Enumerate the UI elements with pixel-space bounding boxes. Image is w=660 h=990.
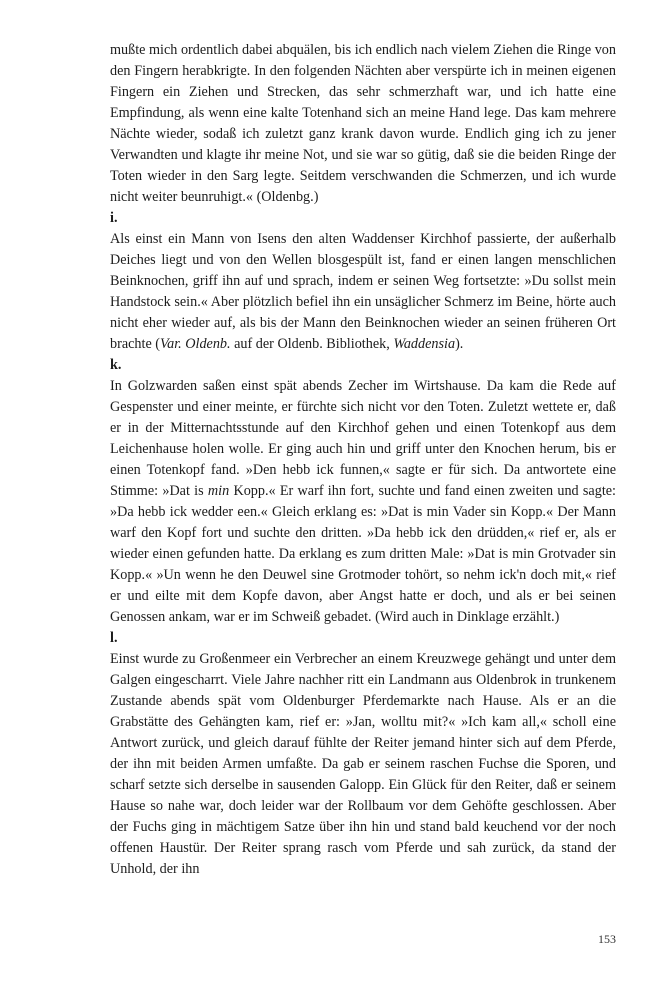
page-number: 153 [598, 932, 616, 946]
section-k-text-a: In Golzwarden saßen einst spät abends Zecher im Wirtshause. Da kam die Rede auf Gespenster und einer meinte, er fürchte sich nicht vor den Toten. Zuletzt wettete er, daß er in der Mitternachtsstunde auf den Kirchhof gehen und einen Totenkopf aus dem Leichenhause holen wolle. Er ging auch hin und griff unter den Knochen herum, bis er einen Totenkopf fand. »Den hebb ick funnen,« sagte er für sich. Da antwortete eine Stimme: »Dat is [110, 378, 616, 499]
section-i-italic-2: Waddensia [393, 336, 456, 352]
section-k-text-b: Kopp.« Er warf ihn fort, suchte und fand einen zweiten und sagte: »Da hebb ick wedder een.« Gleich erklang es: »Dat is min Vader sin Kopp.« Der Mann warf den Kopf fort und suchte den dritten. »Da hebb ick den drüdden,« rief er, als er wieder einen gefunden hatte. Da erklang es zum dritten Male: »Dat is min Grotvader sin Kopp.« »Un wenn he den Deuwel sine Grotmoder tohört, so nehm ick'n doch mit,« rief er und eilte mit dem Kopfe davon, aber Angst hatte er doch, und als er bei seinen Genossen ankam, war er im Schweiß gebadet. (Wird auch in Dinklage erzählt.) [110, 483, 616, 625]
section-i-text-a: Als einst ein Mann von Isens den alten Waddenser Kirchhof passierte, der außerhalb Deiches liegt und von den Wellen blosgespült ist, fand er einen langen menschlichen Beinknochen, griff ihn auf und sprach, indem er seinen Weg fortsetzte: »Du sollst mein Handstock sein.« Aber plötzlich befiel ihn ein unsäglicher Schmerz im Beine, hörte auch nicht eher wieder auf, als bis der Mann den Beinknochen wieder an seinen früheren Ort brachte ( [110, 231, 616, 352]
section-k-paragraph [110, 376, 616, 628]
section-heading-l: l. [110, 630, 118, 646]
section-heading-k: k. [110, 357, 122, 373]
book-page [110, 40, 616, 880]
section-i-text-c: ). [455, 336, 464, 352]
section-k-italic-1: min [207, 483, 230, 499]
section-l-paragraph: Einst wurde zu Großenmeer ein Verbrecher an einem Kreuzwege gehängt und unter dem Galgen eingescharrt. Viele Jahre nachher ritt ein Landmann aus Oldenbrok in trunkenem Zustande abends spät vom Oldenburger Pferdemarkte nach Hause. Als er an die Grabstätte des Gehängten kam, rief er: »Jan, wolltu mit?« »Ich kam all,« scholl eine Antwort zurück, und gleich darauf fühlte der Reiter jemand hinter sich auf dem Pferde, der ihn mit beiden Armen umfaßte. Da gab er seinem raschen Fuchse die Sporen, und scharf setzte sich derselbe in sausenden Galopp. Ein Glück für den Reiter, daß er seinem Hause so nahe war, doch leider war der Rollbaum vor dem Gehöfte geschlossen. Aber der Fuchs ging in mächtigem Satze über ihn hin und stand bald keuchend vor der noch offenen Haustür. Der Reiter sprang rasch vom Pferde und sah zurück, da stand der Unhold, der ihn [110, 651, 616, 877]
section-i-paragraph [110, 229, 616, 355]
section-i-italic-1: Var. Oldenb. [160, 336, 231, 352]
section-heading-i: i. [110, 210, 118, 226]
continuation-paragraph: mußte mich ordentlich dabei abquälen, bis ich endlich nach vielem Ziehen die Ringe von den Fingern herabkrigte. In den folgenden Nächten aber verspürte ich in meinen eigenen Fingern ein Ziehen und Strecken, das sehr schmerzhaft war, und ich hatte eine Empfindung, als wenn eine kalte Totenhand sich an meine Hand lege. Das kam mehrere Nächte wieder, sodaß ich zuletzt ganz krank davon wurde. Endlich ging ich zu jener Verwandten und klagte ihr meine Not, und sie war so gütig, daß sie die beiden Ringe der Toten wieder in den Sarg legte. Seitdem verschwanden die Schmerzen, und ich wurde nicht weiter beunruhigt.« (Oldenbg.) [110, 42, 616, 205]
section-i-text-b: auf der Oldenb. Bibliothek, [230, 336, 394, 352]
